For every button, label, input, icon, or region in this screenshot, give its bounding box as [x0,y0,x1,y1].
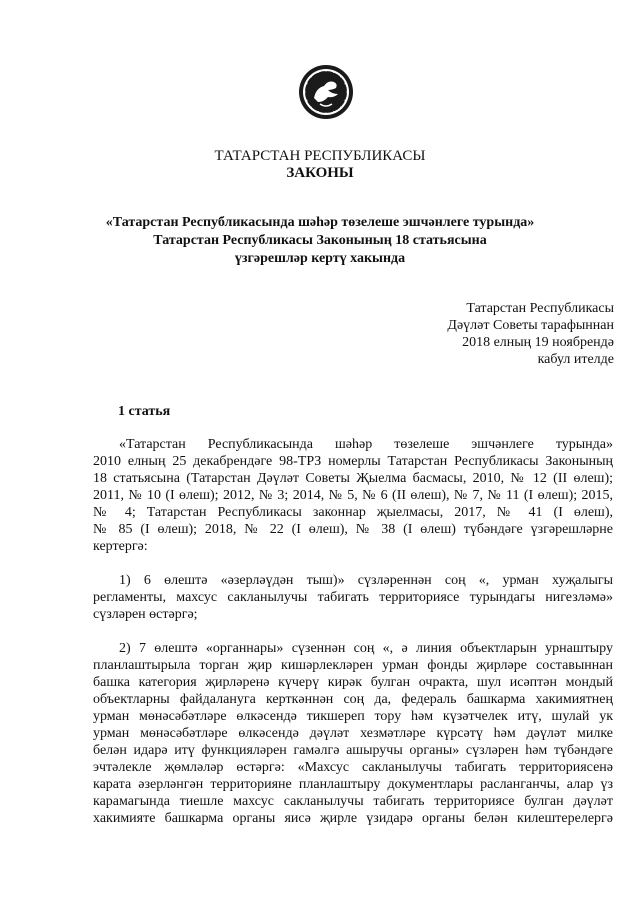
tatarstan-emblem-icon [298,64,354,120]
republic-name: ТАТАРСТАН РЕСПУБЛИКАСЫ [214,148,426,164]
text-line: хакимияте башкарма органы яисә җирле үзидарә органы белән килештерелергә [93,811,613,826]
text-line: «Татарстан Республикасында шәһәр төзелеше эшчәнлеге турында» [119,437,613,452]
document-type: ЗАКОНЫ [286,165,354,181]
text-line: урман мөнәсәбәтләре өлкәсендә дәүләт хезмәтләре күрсәтү һәм дәүләт милке [93,726,613,741]
text-line: башка категория җирләренә күчерү кирәк булган очракта, шул исәптән мондый [93,675,613,690]
text-line: № 4; Татарстан Республикасы законнар җыелмасы, 2017, № 41 (I өлеш), [93,505,613,520]
text-line: объектларны файдалануга керткәннән соң да, федераль башкарма хакимиятнең [93,692,613,707]
text-line: 2) 7 өлештә «органнары» сүзеннән соң «, ә линия объектларын урнаштыру [119,641,613,656]
article-heading: 1 статья [118,404,171,419]
text-line: регламенты, махсус сакланылучы табигать территориясе турындагы нигезләмә» [93,590,613,605]
text-line: белән идарә итү функцияләрен гамәлгә ашыручы органы» сүзләрен һәм түбәндәге [93,743,613,758]
text-line: 2010 елның 25 декабрендәге 98-ТРЗ номерлы Татарстан Республикасы Законының [93,454,613,469]
adoption-block [360,300,614,368]
law-title-line-2: Татарстан Республикасы Законының 18 статьясына [153,233,487,248]
adoption-line: 2018 елның 19 ноябрендә [462,335,614,350]
adoption-line: Татарстан Республикасы [466,301,614,316]
text-line: эчтәлекле җөмләләр өстәргә: «Махсус сакланылучы табигать территориясенә [93,760,613,775]
text-line: урман мөнәсәбәтләре өлкәсендә тикшереп тору һәм күзәтчелек итү, шулай ук [93,709,613,724]
law-title-line-1: «Татарстан Республикасында шәһәр төзелеше эшчәнлеге турында» [105,215,535,230]
adoption-line: Дәүләт Советы тарафыннан [447,318,614,333]
text-line: 18 статьясына (Татарстан Дәүләт Советы Җыелма басмасы, 2010, № 12 (II өлеш); [93,471,613,486]
text-line: сүзләрен өстәргә; [93,607,198,622]
text-line: карата әзерләнгән территорияне планлаштыру документлары расланганчы, алар үз [93,777,613,792]
adoption-line: кабул ителде [537,352,614,367]
law-title-line-3: үзгәрешләр кертү хакында [234,251,406,266]
text-line: кертергә: [93,539,148,554]
text-line: № 85 (I өлеш); 2018, № 22 (I өлеш), № 38 (I өлеш) түбәндәге үзгәрешләрне [93,522,613,537]
text-line: планлаштырыла торган җир кишәрлекләрен урман фонды җирләре составыннан [93,658,613,673]
text-line: 2011, № 10 (I өлеш); 2012, № 3; 2014, № 5, № 6 (II өлеш), № 7, № 11 (I өлеш); 2015, [93,488,613,503]
text-line: карамагында тиешле махсус сакланылучы табигать территориясе булган дәүләт [93,794,613,809]
text-line: 1) 6 өлештә «әзерләүдән тыш)» сүзләреннән соң «, урман хуҗалыгы [119,573,613,588]
